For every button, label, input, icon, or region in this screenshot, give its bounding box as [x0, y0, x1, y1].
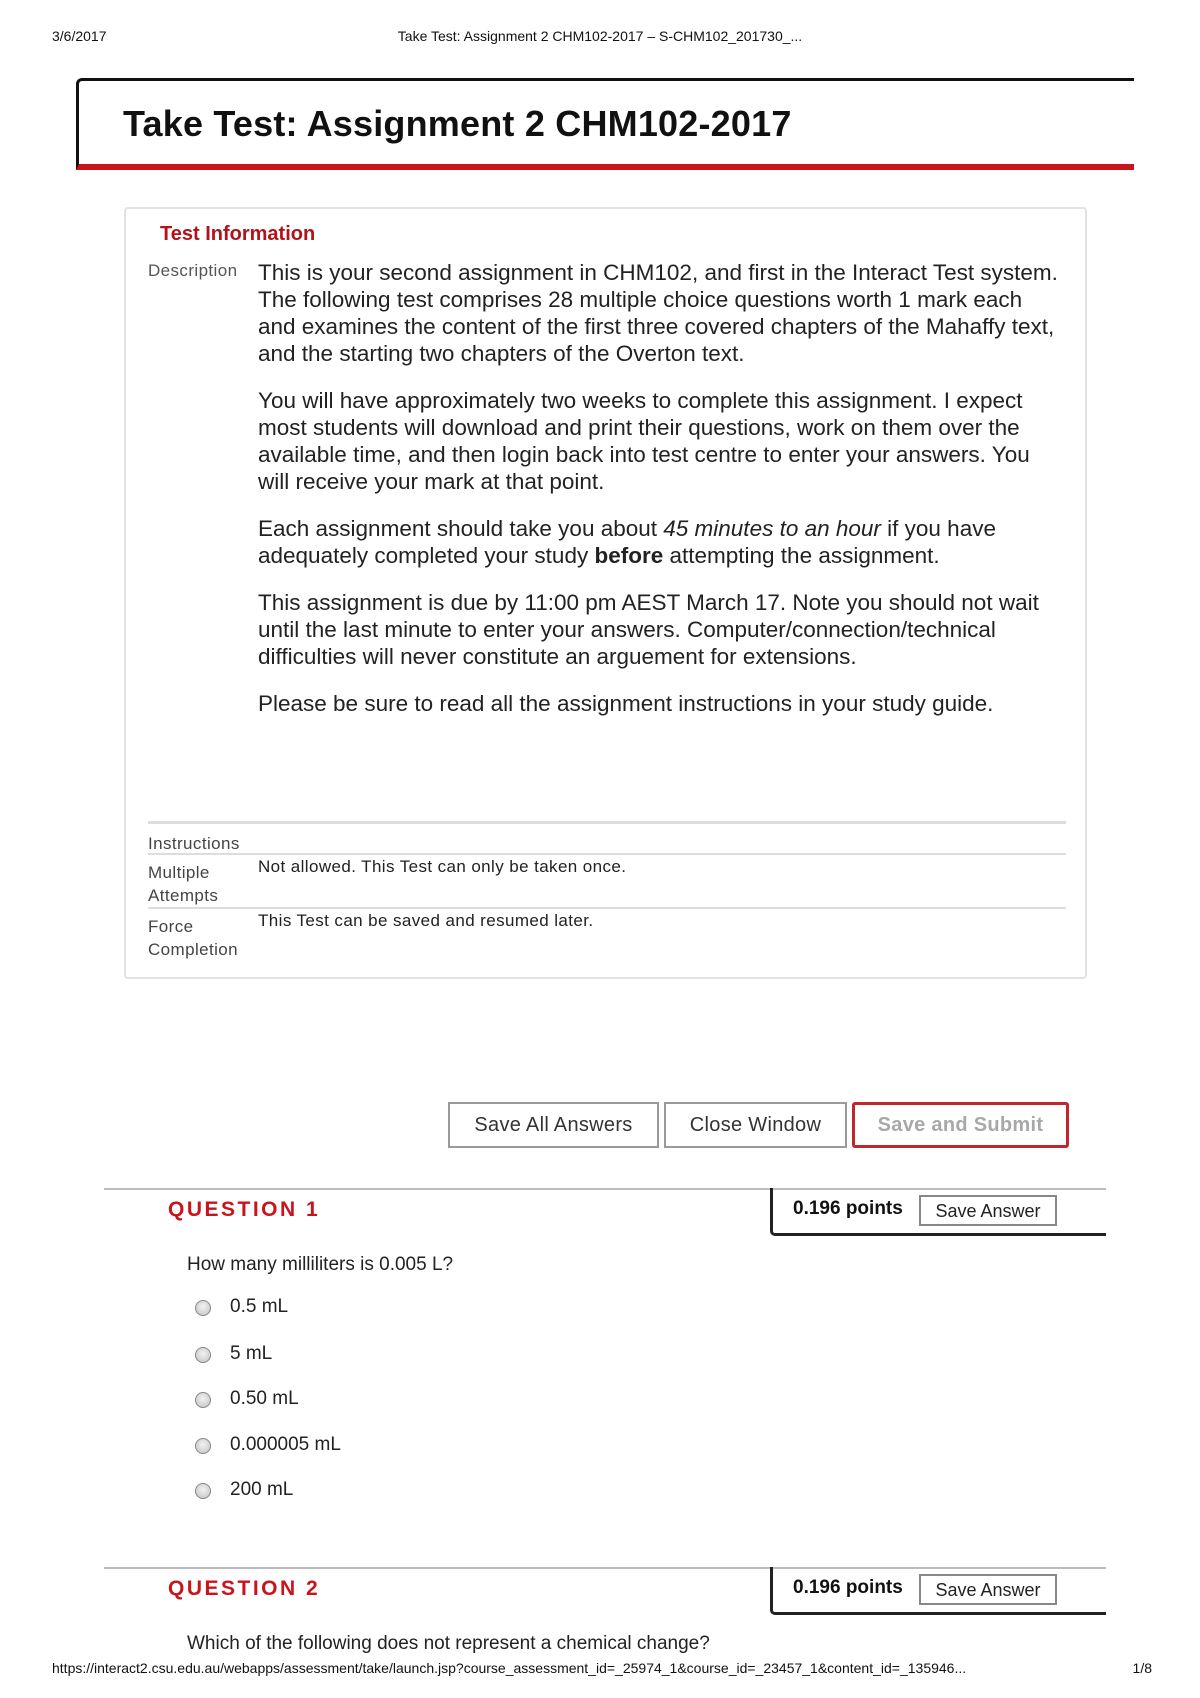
force-completion-row [148, 909, 1066, 963]
save-answer-button[interactable]: Save Answer [919, 1574, 1057, 1605]
save-answer-button[interactable]: Save Answer [919, 1195, 1057, 1226]
question-points: 0.196 points [793, 1577, 903, 1598]
description-text: if you have adequately completed your study [258, 516, 996, 568]
multiple-attempts-label: Multiple Attempts [148, 863, 219, 905]
print-footer [0, 1660, 1200, 1680]
multiple-attempts-row [148, 855, 1066, 909]
page-title-bar [76, 78, 1134, 170]
description-text: attempting the assignment. [663, 543, 940, 568]
force-completion-label: Force Completion [148, 917, 238, 959]
save-and-submit-button[interactable]: Save and Submit [852, 1102, 1069, 1148]
print-date: 3/6/2017 [52, 28, 107, 44]
description-paragraph [258, 515, 1058, 569]
test-settings-table [148, 821, 1066, 963]
description-text: Each assignment should take you about [258, 516, 664, 541]
description-paragraph: Please be sure to read all the assignment instructions in your study guide. [258, 691, 994, 716]
question-points-box [770, 1188, 1106, 1236]
description-strong: before [594, 543, 664, 568]
test-information-panel [124, 207, 1087, 979]
answer-choice-label: 0.5 mL [230, 1296, 289, 1317]
description-paragraph: This assignment is due by 11:00 pm AEST March 17. Note you should not wait until the last minute to enter your answers. Computer/connection/technical difficulties will never constitute an arguement for extensions. [258, 590, 1039, 669]
description-body [258, 259, 1058, 737]
multiple-attempts-value: Not allowed. This Test can only be taken once. [258, 857, 627, 876]
test-information-heading: Test Information [160, 223, 316, 245]
answer-choice-label: 0.50 mL [230, 1388, 299, 1409]
question-block [104, 1188, 1106, 1518]
description-paragraph: You will have approximately two weeks to complete this assignment. I expect most students will download and print their questions, work on them over the available time, and then login back into test centre to enter your answers. You will receive your mark at that point. [258, 388, 1030, 494]
answer-choice-label: 200 mL [230, 1479, 294, 1500]
close-window-button[interactable]: Close Window [664, 1102, 847, 1148]
question-points: 0.196 points [793, 1198, 903, 1219]
answer-choice-label: 0.000005 mL [230, 1434, 341, 1455]
radio-button[interactable] [195, 1392, 211, 1408]
print-page-number: 1/8 [1132, 1660, 1152, 1676]
force-completion-value: This Test can be saved and resumed later. [258, 911, 594, 930]
question-text: Which of the following does not represent a chemical change? [187, 1633, 710, 1654]
question-points-box [770, 1567, 1106, 1615]
description-paragraph: This is your second assignment in CHM102, and first in the Interact Test system. The following test comprises 28 multiple choice questions worth 1 mark each and examines the content of the first three covered chapters of the Mahaffy text, and the starting two chapters of the Overton text. [258, 260, 1058, 366]
print-header [0, 28, 1200, 48]
radio-button[interactable] [195, 1300, 211, 1316]
radio-button[interactable] [195, 1438, 211, 1454]
answer-choice-label: 5 mL [230, 1343, 273, 1364]
question-title: QUESTION 2 [168, 1577, 321, 1600]
radio-button[interactable] [195, 1347, 211, 1363]
description-emphasis: 45 minutes to an hour [663, 516, 881, 541]
question-title: QUESTION 1 [168, 1198, 321, 1221]
question-block [104, 1567, 1106, 1657]
print-page-title: Take Test: Assignment 2 CHM102-2017 – S-CHM102_201730_... [397, 28, 803, 44]
save-all-answers-button[interactable]: Save All Answers [448, 1102, 659, 1148]
description-label: Description [148, 261, 238, 280]
instructions-row [148, 824, 1066, 855]
question-text: How many milliliters is 0.005 L? [187, 1254, 454, 1275]
instructions-label: Instructions [148, 834, 240, 853]
page-title: Take Test: Assignment 2 CHM102-2017 [123, 103, 792, 144]
print-url: https://interact2.csu.edu.au/webapps/assessment/take/launch.jsp?course_assessment_id=_25974_1&course_id=_23457_1&content_id=_135946... [52, 1660, 967, 1676]
radio-button[interactable] [195, 1483, 211, 1499]
